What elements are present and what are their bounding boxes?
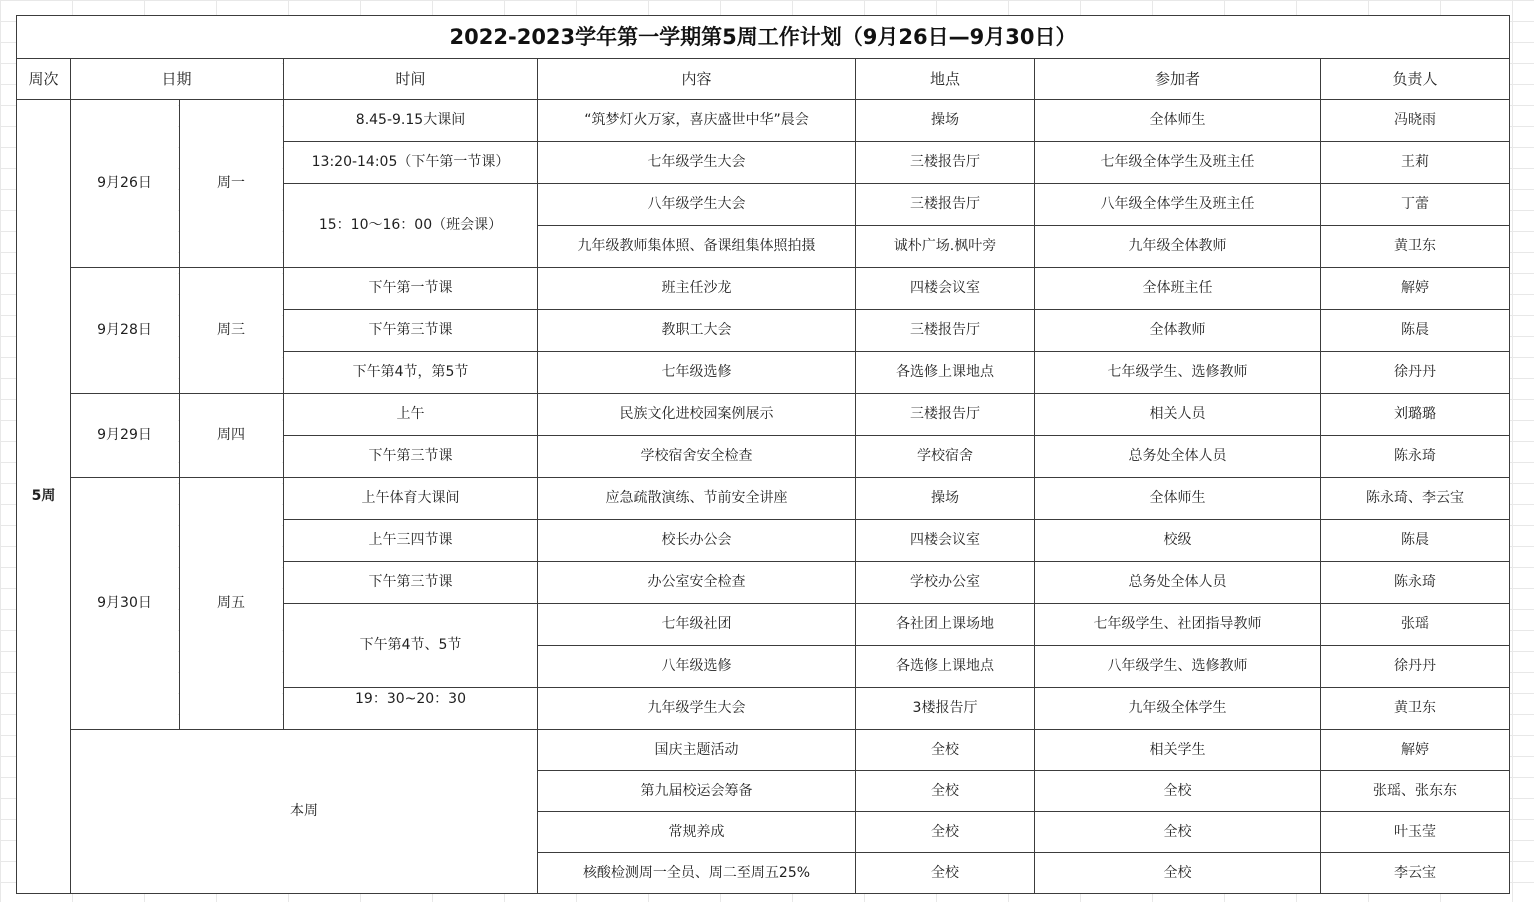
- place-cell[interactable]: 三楼报告厅: [856, 394, 1034, 435]
- place-cell[interactable]: 操场: [856, 478, 1034, 519]
- place-cell[interactable]: 各选修上课地点: [856, 646, 1034, 687]
- grid-line: [16, 15, 1510, 16]
- grid-line: [70, 267, 1510, 268]
- header-owner[interactable]: 负责人: [1321, 59, 1509, 99]
- place-cell[interactable]: 全校: [856, 730, 1034, 770]
- grid-line: [283, 561, 1510, 562]
- grid-line: [1034, 58, 1035, 894]
- time-cell[interactable]: 上午体育大课间: [284, 478, 537, 519]
- content-cell[interactable]: 八年级选修: [538, 646, 855, 687]
- participants-cell[interactable]: 全校: [1035, 812, 1320, 852]
- participants-cell[interactable]: 全体教师: [1035, 310, 1320, 351]
- time-cell[interactable]: 下午第三节课: [284, 310, 537, 351]
- header-participants[interactable]: 参加者: [1035, 59, 1320, 99]
- header-place[interactable]: 地点: [856, 59, 1034, 99]
- owner-cell[interactable]: 陈永琦、李云宝: [1321, 478, 1509, 519]
- owner-cell[interactable]: 解婷: [1321, 730, 1509, 770]
- content-cell[interactable]: 办公室安全检查: [538, 562, 855, 603]
- grid-line: [283, 309, 1510, 310]
- owner-cell[interactable]: 徐丹丹: [1321, 352, 1509, 393]
- time-cell[interactable]: 13:20-14:05（下午第一节课）: [284, 142, 537, 183]
- time-cell[interactable]: 下午第4节，第5节: [284, 352, 537, 393]
- time-cell[interactable]: 上午三四节课: [284, 520, 537, 561]
- grid-line: [283, 141, 1510, 142]
- participants-cell[interactable]: 八年级学生、选修教师: [1035, 646, 1320, 687]
- content-cell[interactable]: “筑梦灯火万家，喜庆盛世中华”晨会: [538, 100, 855, 141]
- grid-line: [283, 603, 1510, 604]
- content-cell[interactable]: 民族文化进校园案例展示: [538, 394, 855, 435]
- participants-cell[interactable]: 全体师生: [1035, 100, 1320, 141]
- weekday-cell[interactable]: 周一: [180, 100, 282, 267]
- place-cell[interactable]: 全校: [856, 853, 1034, 893]
- place-cell[interactable]: 三楼报告厅: [856, 184, 1034, 225]
- owner-cell[interactable]: 陈永琦: [1321, 436, 1509, 477]
- owner-cell[interactable]: 冯晓雨: [1321, 100, 1509, 141]
- place-cell[interactable]: 学校办公室: [856, 562, 1034, 603]
- grid-line: [537, 852, 1510, 853]
- owner-cell[interactable]: 刘璐璐: [1321, 394, 1509, 435]
- content-cell[interactable]: 九年级学生大会: [538, 688, 855, 729]
- content-cell[interactable]: 七年级学生大会: [538, 142, 855, 183]
- grid-line: [70, 58, 71, 894]
- grid-line: [283, 435, 1510, 436]
- participants-cell[interactable]: 总务处全体人员: [1035, 562, 1320, 603]
- participants-cell[interactable]: 校级: [1035, 520, 1320, 561]
- participants-cell[interactable]: 九年级全体教师: [1035, 226, 1320, 267]
- date-cell[interactable]: 9月26日: [71, 100, 178, 267]
- place-cell[interactable]: 各选修上课地点: [856, 352, 1034, 393]
- owner-cell[interactable]: 徐丹丹: [1321, 646, 1509, 687]
- grid-line: [537, 58, 538, 894]
- grid-line: [70, 729, 1510, 730]
- content-cell[interactable]: 七年级社团: [538, 604, 855, 645]
- grid-line: [16, 893, 1510, 894]
- content-cell[interactable]: 教职工大会: [538, 310, 855, 351]
- date-cell[interactable]: 9月30日: [71, 478, 178, 729]
- grid-line: [1320, 58, 1321, 894]
- participants-cell[interactable]: 全校: [1035, 771, 1320, 811]
- content-cell[interactable]: 八年级学生大会: [538, 184, 855, 225]
- grid-line: [537, 645, 1510, 646]
- this-week-cell[interactable]: 本周: [71, 730, 537, 893]
- time-cell[interactable]: 19：30~20：30: [284, 688, 537, 729]
- owner-cell[interactable]: 李云宝: [1321, 853, 1509, 893]
- participants-cell[interactable]: 全校: [1035, 853, 1320, 893]
- weekday-cell[interactable]: 周五: [180, 478, 282, 729]
- time-cell[interactable]: 上午: [284, 394, 537, 435]
- grid-line: [70, 477, 1510, 478]
- time-cell[interactable]: 15：10～16：00（班会课）: [284, 184, 537, 267]
- place-cell[interactable]: 全校: [856, 771, 1034, 811]
- owner-cell[interactable]: 张瑶、张东东: [1321, 771, 1509, 811]
- header-content[interactable]: 内容: [538, 59, 855, 99]
- time-cell[interactable]: 下午第三节课: [284, 562, 537, 603]
- date-cell[interactable]: 9月29日: [71, 394, 178, 477]
- owner-cell[interactable]: 陈永琦: [1321, 562, 1509, 603]
- owner-cell[interactable]: 陈晨: [1321, 520, 1509, 561]
- place-cell[interactable]: 三楼报告厅: [856, 310, 1034, 351]
- grid-line: [179, 99, 180, 730]
- time-cell[interactable]: 下午第4节、5节: [284, 604, 537, 687]
- grid-line: [537, 225, 1510, 226]
- time-cell[interactable]: 下午第一节课: [284, 268, 537, 309]
- place-cell[interactable]: 操场: [856, 100, 1034, 141]
- participants-cell[interactable]: 全体师生: [1035, 478, 1320, 519]
- grid-line: [283, 183, 1510, 184]
- grid-line: [855, 58, 856, 894]
- date-cell[interactable]: 9月28日: [71, 268, 178, 393]
- place-cell[interactable]: 四楼会议室: [856, 520, 1034, 561]
- header-time[interactable]: 时间: [284, 59, 537, 99]
- place-cell[interactable]: 四楼会议室: [856, 268, 1034, 309]
- owner-cell[interactable]: 黄卫东: [1321, 226, 1509, 267]
- owner-cell[interactable]: 丁蕾: [1321, 184, 1509, 225]
- grid-line: [16, 15, 17, 894]
- content-cell[interactable]: 七年级选修: [538, 352, 855, 393]
- owner-cell[interactable]: 张瑶: [1321, 604, 1509, 645]
- grid-line: [70, 393, 1510, 394]
- participants-cell[interactable]: 七年级学生、社团指导教师: [1035, 604, 1320, 645]
- content-cell[interactable]: 国庆主题活动: [538, 730, 855, 770]
- place-cell[interactable]: 各社团上课场地: [856, 604, 1034, 645]
- weekday-cell[interactable]: 周四: [180, 394, 282, 477]
- grid-line: [283, 687, 1510, 688]
- grid-line: [16, 99, 1510, 100]
- place-cell[interactable]: 学校宿舍: [856, 436, 1034, 477]
- place-cell[interactable]: 全校: [856, 812, 1034, 852]
- header-date[interactable]: 日期: [71, 59, 282, 99]
- grid-line: [283, 351, 1510, 352]
- grid-line: [16, 58, 1510, 59]
- grid-line: [1509, 15, 1510, 894]
- participants-cell[interactable]: 全体班主任: [1035, 268, 1320, 309]
- participants-cell[interactable]: 七年级全体学生及班主任: [1035, 142, 1320, 183]
- place-cell[interactable]: 3楼报告厅: [856, 688, 1034, 729]
- grid-line: [537, 811, 1510, 812]
- owner-cell[interactable]: 陈晨: [1321, 310, 1509, 351]
- week-cell[interactable]: 5周: [17, 100, 70, 893]
- content-cell[interactable]: 核酸检测周一全员、周二至周五25%: [538, 853, 855, 893]
- grid-line: [283, 519, 1510, 520]
- content-cell[interactable]: 校长办公会: [538, 520, 855, 561]
- participants-cell[interactable]: 八年级全体学生及班主任: [1035, 184, 1320, 225]
- time-cell[interactable]: 8.45-9.15大课间: [284, 100, 537, 141]
- place-cell[interactable]: 诚朴广场.枫叶旁: [856, 226, 1034, 267]
- content-cell[interactable]: 常规养成: [538, 812, 855, 852]
- participants-cell[interactable]: 九年级全体学生: [1035, 688, 1320, 729]
- weekday-cell[interactable]: 周三: [180, 268, 282, 393]
- owner-cell[interactable]: 叶玉莹: [1321, 812, 1509, 852]
- owner-cell[interactable]: 王莉: [1321, 142, 1509, 183]
- page-title[interactable]: 2022-2023学年第一学期第5周工作计划（9月26日—9月30日）: [17, 16, 1509, 58]
- content-cell[interactable]: 九年级教师集体照、备课组集体照拍摄: [538, 226, 855, 267]
- participants-cell[interactable]: 相关学生: [1035, 730, 1320, 770]
- grid-line: [537, 770, 1510, 771]
- content-cell[interactable]: 学校宿舍安全检查: [538, 436, 855, 477]
- owner-cell[interactable]: 黄卫东: [1321, 688, 1509, 729]
- header-week[interactable]: 周次: [17, 59, 70, 99]
- place-cell[interactable]: 三楼报告厅: [856, 142, 1034, 183]
- participants-cell[interactable]: 相关人员: [1035, 394, 1320, 435]
- content-cell[interactable]: 班主任沙龙: [538, 268, 855, 309]
- participants-cell[interactable]: 总务处全体人员: [1035, 436, 1320, 477]
- time-cell[interactable]: 下午第三节课: [284, 436, 537, 477]
- grid-line: [283, 58, 284, 730]
- owner-cell[interactable]: 解婷: [1321, 268, 1509, 309]
- content-cell[interactable]: 应急疏散演练、节前安全讲座: [538, 478, 855, 519]
- participants-cell[interactable]: 七年级学生、选修教师: [1035, 352, 1320, 393]
- content-cell[interactable]: 第九届校运会筹备: [538, 771, 855, 811]
